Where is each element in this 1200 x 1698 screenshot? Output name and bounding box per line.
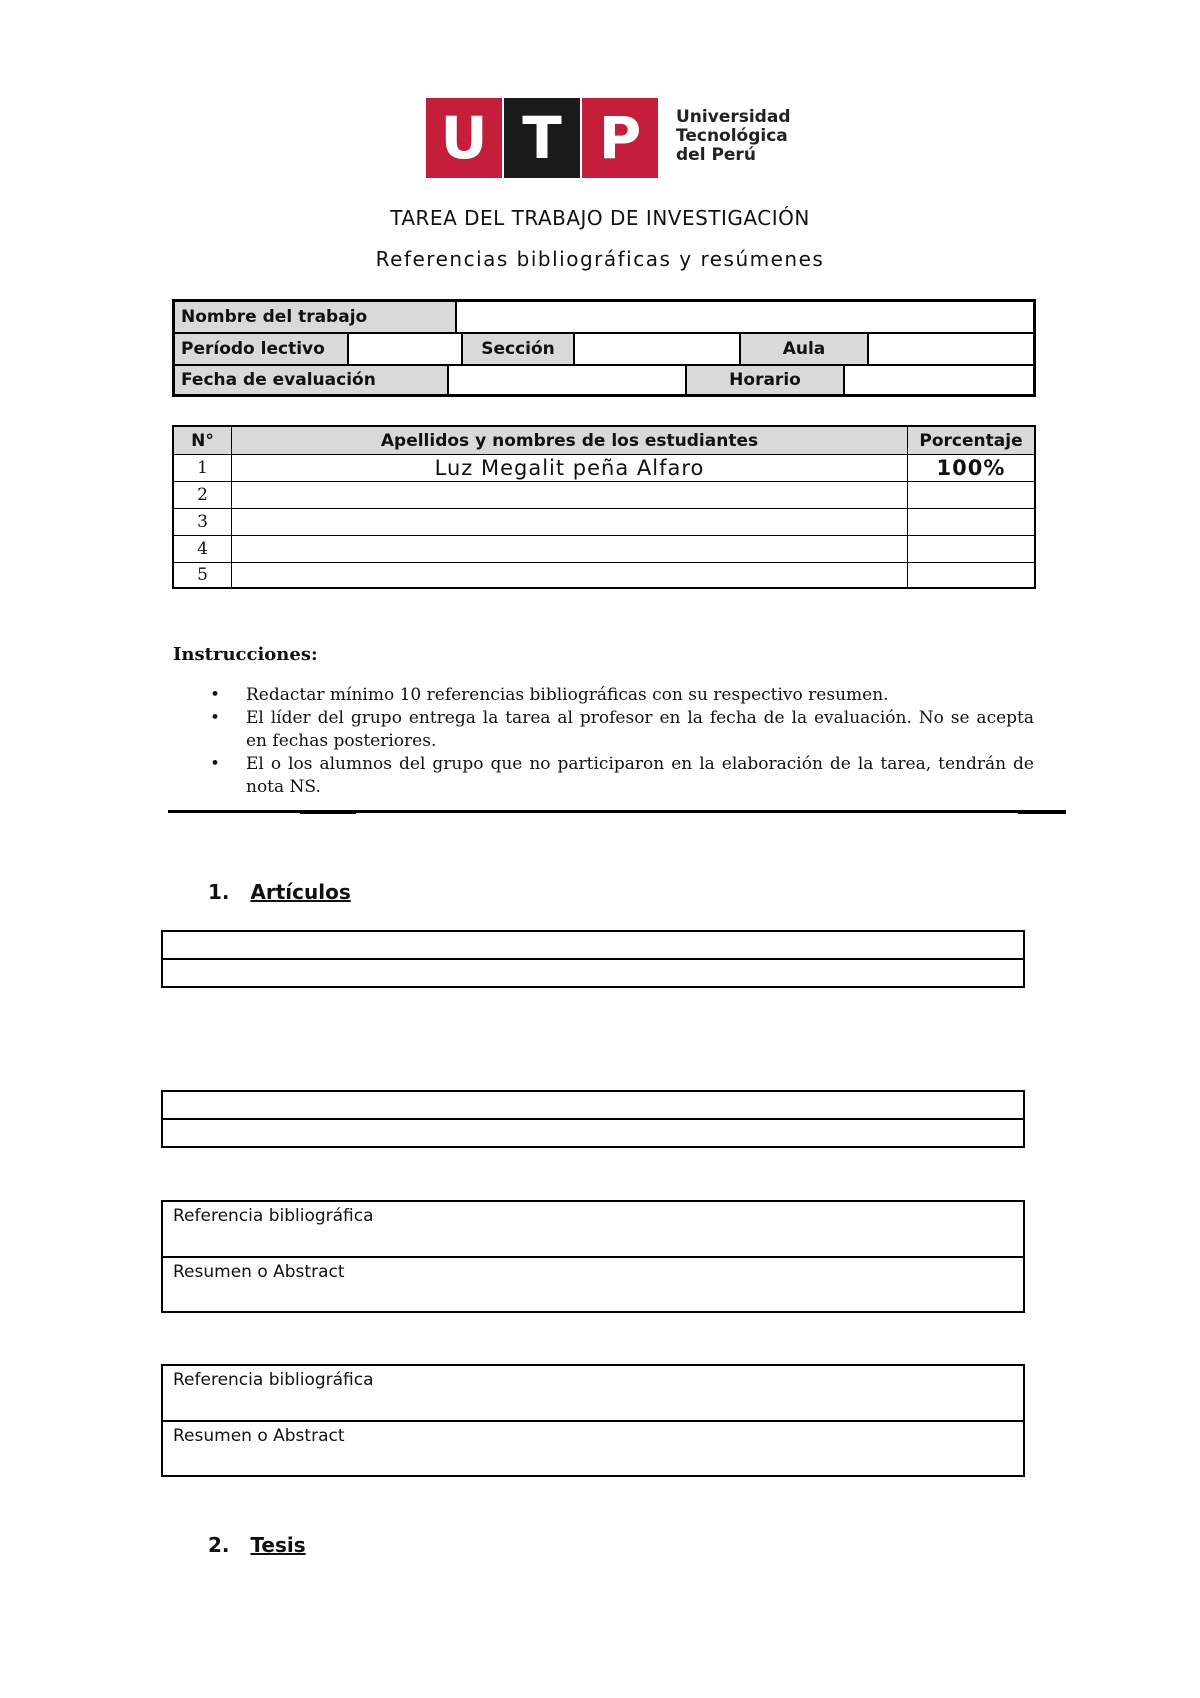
table-row	[174, 455, 1034, 482]
divider-accent	[300, 812, 356, 814]
reference-box	[161, 1364, 1025, 1477]
logo-letter-u: U	[426, 98, 502, 178]
table-row	[174, 563, 1034, 587]
student-name[interactable]	[232, 536, 908, 563]
logo-letter-p: P	[582, 98, 658, 178]
student-percentage[interactable]	[908, 509, 1034, 536]
students-header-row	[174, 427, 1034, 455]
section-title: Artículos	[250, 880, 351, 904]
box-divider	[163, 1118, 1023, 1120]
student-percentage[interactable]	[908, 536, 1034, 563]
periodo-lectivo-field[interactable]	[348, 333, 462, 365]
instruction-text: Redactar mínimo 10 referencias bibliográficas con su respectivo resumen.	[246, 685, 889, 705]
row-number: 2	[174, 482, 232, 509]
header-percentage: Porcentaje	[908, 427, 1034, 455]
students-table	[172, 425, 1036, 589]
bullet-icon: •	[210, 754, 221, 774]
horario-field[interactable]	[844, 365, 1034, 395]
row-number: 1	[174, 455, 232, 482]
empty-entry-box[interactable]	[161, 1090, 1025, 1148]
student-percentage[interactable]	[908, 563, 1034, 587]
header-number: N°	[174, 427, 232, 455]
row-number: 3	[174, 509, 232, 536]
table-row	[174, 509, 1034, 536]
student-percentage[interactable]	[908, 482, 1034, 509]
document-title: TAREA DEL TRABAJO DE INVESTIGACIÓN	[390, 206, 810, 230]
horario-label: Horario	[686, 365, 844, 395]
reference-box	[161, 1200, 1025, 1313]
student-name[interactable]	[232, 563, 908, 587]
logo-university-name: Universidad Tecnológica del Perú	[676, 107, 791, 165]
instruction-text: El líder del grupo entrega la tarea al profesor en la fecha de la evaluación. No se acepta en fechas posteriores.	[246, 708, 1034, 751]
section-number: 2.	[208, 1533, 230, 1557]
seccion-field[interactable]	[574, 333, 740, 365]
nombre-trabajo-field[interactable]	[456, 301, 1034, 333]
section-number: 1.	[208, 880, 230, 904]
aula-field[interactable]	[868, 333, 1034, 365]
reference-label[interactable]: Referencia bibliográfica	[173, 1206, 374, 1226]
instructions-title: Instrucciones:	[173, 644, 318, 665]
bullet-icon: •	[210, 685, 221, 705]
student-name[interactable]	[232, 482, 908, 509]
section-heading-tesis	[208, 1533, 306, 1557]
instruction-text: El o los alumnos del grupo que no participaron en la elaboración de la tarea, tendrán de nota NS.	[246, 754, 1034, 797]
table-row	[174, 536, 1034, 563]
section-heading-articulos	[208, 880, 351, 904]
list-item	[210, 707, 1034, 753]
student-percentage[interactable]: 100%	[908, 455, 1034, 482]
row-number: 4	[174, 536, 232, 563]
table-row	[174, 482, 1034, 509]
bullet-icon: •	[210, 708, 221, 728]
fecha-evaluacion-label: Fecha de evaluación	[174, 365, 448, 395]
info-table	[172, 299, 1036, 397]
seccion-label: Sección	[462, 333, 574, 365]
section-title: Tesis	[250, 1533, 306, 1557]
document-subtitle: Referencias bibliográficas y resúmenes	[375, 247, 825, 271]
reference-label[interactable]: Referencia bibliográfica	[173, 1370, 374, 1390]
header-names: Apellidos y nombres de los estudiantes	[232, 427, 908, 455]
divider-accent	[1018, 812, 1066, 814]
row-number: 5	[174, 563, 232, 587]
list-item	[210, 753, 1034, 797]
nombre-trabajo-label: Nombre del trabajo	[174, 301, 456, 333]
utp-logo	[426, 98, 791, 178]
fecha-evaluacion-field[interactable]	[448, 365, 686, 395]
box-divider	[163, 1420, 1023, 1422]
student-name[interactable]: Luz Megalit peña Alfaro	[232, 455, 908, 482]
box-divider	[163, 1256, 1023, 1258]
abstract-label[interactable]: Resumen o Abstract	[173, 1426, 345, 1446]
list-item	[210, 684, 1034, 707]
empty-entry-box[interactable]	[161, 930, 1025, 988]
box-divider	[163, 958, 1023, 960]
abstract-label[interactable]: Resumen o Abstract	[173, 1262, 345, 1282]
student-name[interactable]	[232, 509, 908, 536]
periodo-lectivo-label: Período lectivo	[174, 333, 348, 365]
aula-label: Aula	[740, 333, 868, 365]
logo-letter-t: T	[504, 98, 580, 178]
